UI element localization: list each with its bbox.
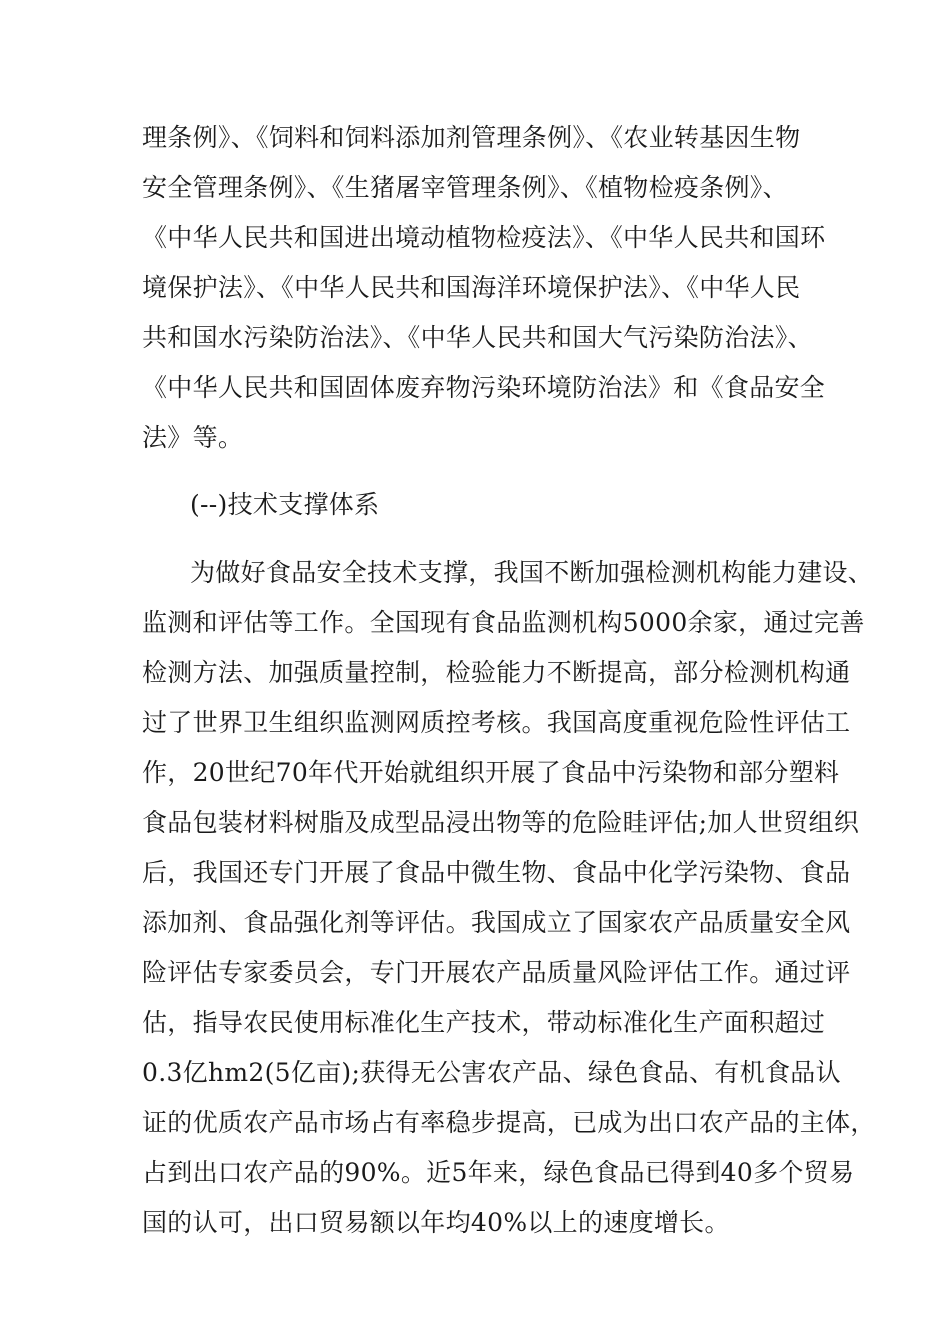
text-line: 理条例》、《饲料和饲料添加剂管理条例》、《农业转基因生物 [142, 123, 801, 152]
text-line: 0.3亿hm2(5亿亩);获得无公害农产品、绿色食品、有机食品认 [142, 1058, 841, 1087]
text-line: 过了世界卫生组织监测网质控考核。我国高度重视危险性评估工 [142, 708, 851, 737]
text-line: 检测方法、加强质量控制，检验能力不断提高，部分检测机构通 [142, 658, 851, 687]
text-line: 《中华人民共和国固体废弃物污染环境防治法》和《食品安全 [142, 373, 826, 402]
text-line: 共和国水污染防治法》、《中华人民共和国大气污染防治法》、 [142, 323, 813, 352]
text-line: 境保护法》、《中华人民共和国海洋环境保护法》、《中华人民 [142, 273, 801, 302]
text-line: 作，20世纪70年代开始就组织开展了食品中污染物和部分塑料 [142, 758, 840, 787]
text-line: 为做好食品安全技术支撑，我国不断加强检测机构能力建设、 [190, 558, 874, 587]
text-line: 险评估专家委员会，专门开展农产品质量风险评估工作。通过评 [142, 958, 851, 987]
text-line: 添加剂、食品强化剂等评估。我国成立了国家农产品质量安全风 [142, 908, 851, 937]
text-line: 占到出口农产品的90%。近5年来，绿色食品已得到40多个贸易 [142, 1158, 855, 1187]
text-line: 食品包装材料树脂及成型品浸出物等的危险眭评估;加人世贸组织 [142, 808, 860, 837]
text-line: 国的认可，出口贸易额以年均40%以上的速度增长。 [142, 1208, 730, 1237]
section-heading: (--)技术支撑体系 [190, 490, 380, 519]
text-line: 《中华人民共和国进出境动植物检疫法》、《中华人民共和国环 [142, 223, 826, 252]
text-line: 后，我国还专门开展了食品中微生物、食品中化学污染物、食品 [142, 858, 851, 887]
text-line: 监测和评估等工作。全国现有食品监测机构5000余家，通过完善 [142, 608, 865, 637]
text-line: 估，指导农民使用标准化生产技术，带动标准化生产面积超过 [142, 1008, 826, 1037]
text-line: 法》等。 [142, 423, 244, 452]
text-line: 证的优质农产品市场占有率稳步提高，已成为出口农产品的主体， [142, 1108, 876, 1137]
text-line: 安全管理条例》、《生猪屠宰管理条例》、《植物检疫条例》、 [142, 173, 788, 202]
